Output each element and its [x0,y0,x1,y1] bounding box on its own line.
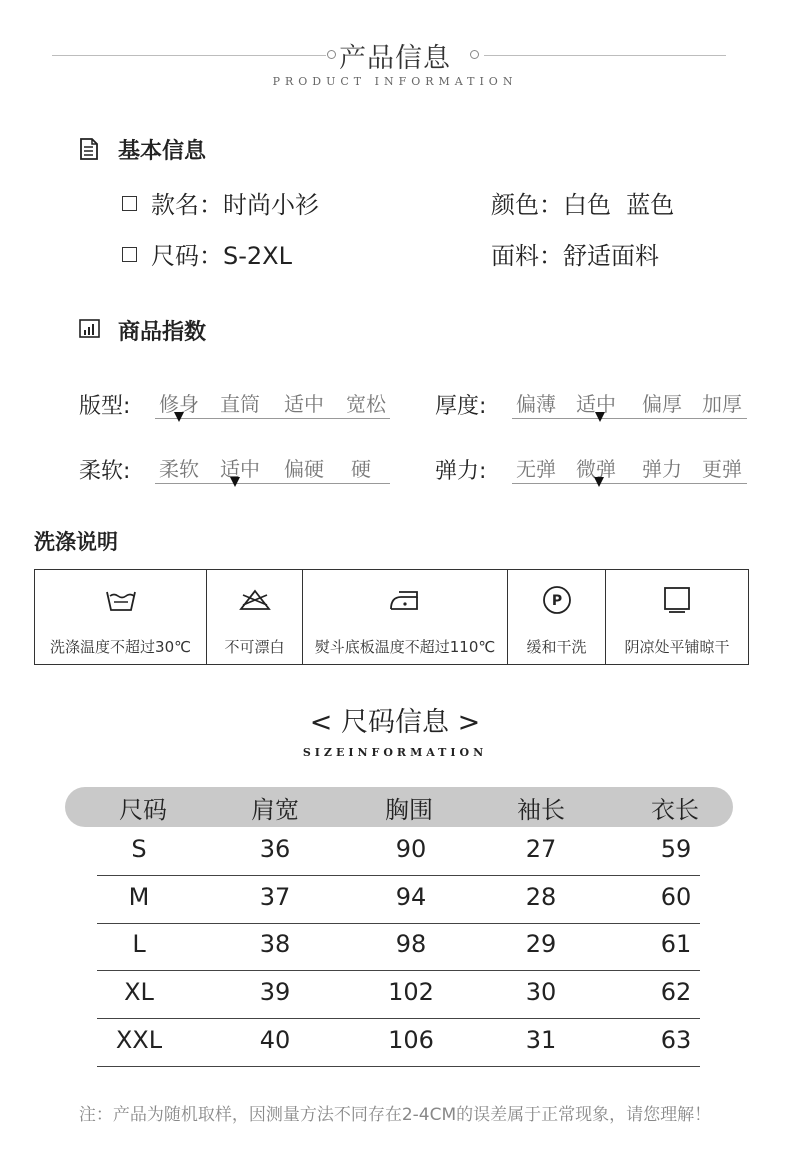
wash-30-icon [35,584,206,616]
index-label-fit: 版型: [79,394,131,419]
wash-item [508,570,606,664]
index-option: 偏薄 [516,392,556,416]
wash-section-title: 洗涤说明 [34,530,118,554]
table-cell: 59 [660,835,692,863]
dry-flat-shade-icon [606,584,748,616]
index-option: 偏硬 [284,457,324,481]
index-option: 宽松 [346,392,386,416]
table-cell: 102 [388,978,434,1006]
wash-text: 阴凉处平铺晾干 [624,638,730,656]
indices-title: 商品指数 [118,320,207,345]
index-option: 弹力 [642,457,682,481]
table-cell: 106 [388,1026,434,1054]
size-header-cell: 尺码 [119,796,167,824]
index-option: 微弹 [576,457,616,481]
info-item-fabric: 面料：舒适面料 [491,242,659,270]
index-option: 直筒 [220,392,260,416]
index-label-softness: 柔软: [79,459,131,484]
table-cell: 27 [525,835,557,863]
index-scale-line [512,483,747,484]
dry-clean-p-icon [508,584,605,616]
info-item-size: 尺码：S-2XL [122,236,292,271]
index-option: 适中 [576,392,616,416]
checkbox-icon [122,196,137,211]
index-scale-elasticity [512,453,747,483]
index-option: 无弹 [516,457,556,481]
index-option: 更弹 [702,457,742,481]
table-cell: 29 [525,930,557,958]
page-subtitle: PRODUCT INFORMATION [272,75,518,88]
table-cell: 63 [660,1026,692,1054]
index-marker-icon [594,477,604,487]
table-cell: 60 [660,883,692,911]
size-header-cell: 衣长 [651,796,699,824]
iron-icon [303,584,507,616]
index-marker-icon [595,412,605,422]
index-marker-icon [230,477,240,487]
size-header-cell: 胸围 [385,796,433,824]
table-cell: 28 [525,883,557,911]
table-cell: 90 [395,835,427,863]
index-option: 修身 [159,392,199,416]
table-cell: 36 [259,835,291,863]
table-cell: 39 [259,978,291,1006]
basic-info-title: 基本信息 [118,139,207,164]
table-row [97,1018,700,1067]
table-cell: 98 [395,930,427,958]
table-cell: 94 [395,883,427,911]
page-title: 产品信息 [339,43,451,74]
index-label-thickness: 厚度: [435,394,487,419]
table-cell: 30 [525,978,557,1006]
size-section-subtitle: SIZEINFORMATION [302,746,488,759]
table-cell: 61 [660,930,692,958]
index-marker-icon [174,412,184,422]
wash-text: 熨斗底板温度不超过110℃ [314,638,496,656]
index-option: 偏厚 [642,392,682,416]
wash-item [35,570,207,664]
wash-item [303,570,508,664]
wash-text: 不可漂白 [224,638,285,656]
checkbox-icon [122,247,137,262]
table-row [97,922,700,971]
table-cell: L [132,930,146,958]
wash-text: 缓和干洗 [526,638,587,656]
index-scale-fit [155,388,390,418]
no-bleach-icon [207,584,302,616]
table-cell: 37 [259,883,291,911]
info-item-style: 款名：时尚小衫 [122,185,319,220]
table-cell: M [128,883,150,911]
index-option: 加厚 [702,392,742,416]
svg-text:P: P [551,593,562,609]
wash-item [606,570,748,664]
footnote: 注：产品为随机取样，因测量方法不同存在2-4CM的误差属于正常现象，请您理解！ [78,1105,712,1125]
table-cell: XL [124,978,154,1006]
table-cell: S [131,835,147,863]
info-item-color: 颜色：白色 蓝色 [491,191,675,219]
wash-item [207,570,303,664]
index-option: 适中 [284,392,324,416]
index-option: 硬 [351,457,371,481]
table-cell: 62 [660,978,692,1006]
table-cell: 31 [525,1026,557,1054]
size-header-cell: 袖长 [517,796,565,824]
document-icon [79,138,99,164]
table-row [97,875,700,924]
table-cell: 38 [259,930,291,958]
table-row [97,970,700,1019]
table-cell: XXL [115,1026,163,1054]
bar-chart-icon [79,319,100,342]
size-header-cell: 肩宽 [251,796,299,824]
index-label-elasticity: 弹力: [435,459,487,484]
index-scale-softness [155,453,390,483]
index-scale-thickness [512,388,747,418]
table-cell: 40 [259,1026,291,1054]
index-option: 柔软 [159,457,199,481]
wash-table [34,569,749,665]
index-scale-line [155,483,390,484]
index-option: 适中 [220,457,260,481]
index-scale-line [512,418,747,419]
index-scale-line [155,418,390,419]
wash-text: 洗涤温度不超过30℃ [50,638,191,656]
size-section-title: < 尺码信息 > [309,707,481,738]
table-row [97,827,700,876]
